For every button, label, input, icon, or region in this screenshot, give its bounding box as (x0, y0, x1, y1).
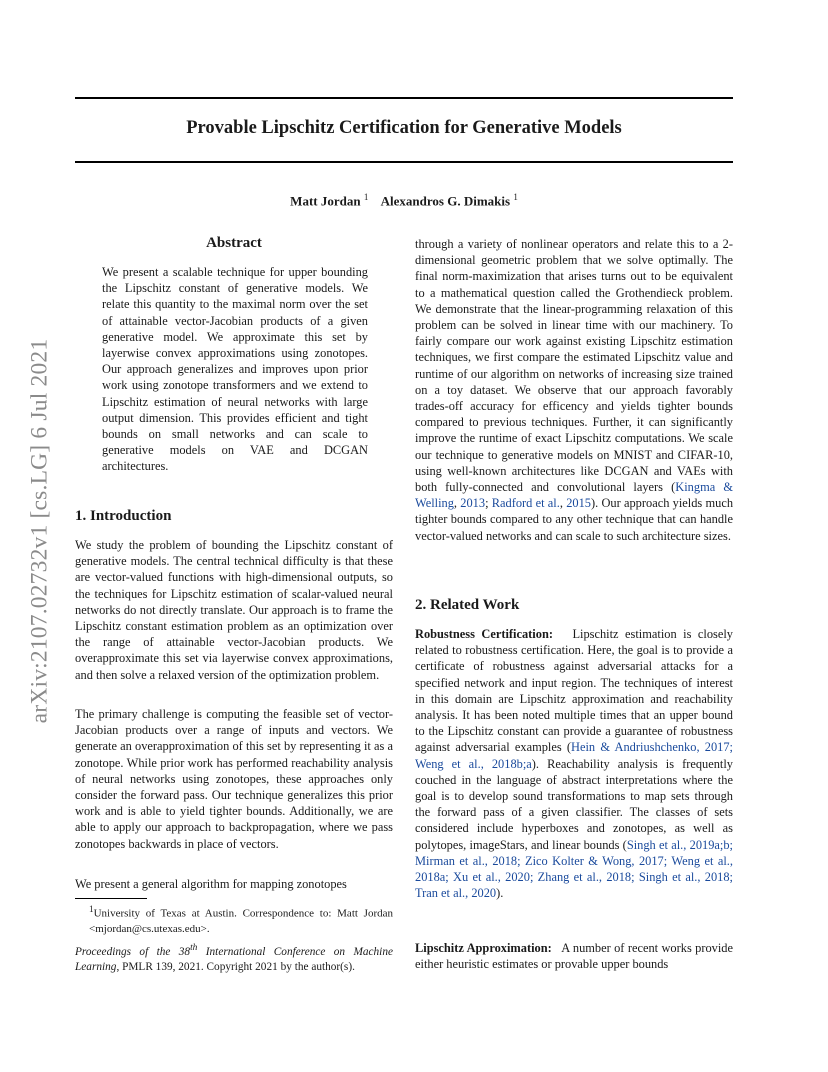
intro-paragraph-1 (75, 537, 393, 683)
proceedings-copyright: , PMLR 139, 2021. Copyright 2021 by the author(s). (116, 961, 355, 974)
author-name: Matt Jordan (290, 193, 361, 209)
lipschitz-approx-paragraph (415, 940, 733, 972)
intro-paragraph-2 (75, 706, 393, 852)
paragraph-heading: Robustness Certification: (415, 627, 553, 641)
proceedings-venue: Proceedings of the 38th International Conference on Machine Learning (75, 943, 393, 974)
footnote-mark: 1 (89, 904, 94, 914)
section-heading-introduction: 1. Introduction (75, 508, 172, 524)
paper-title: Provable Lipschitz Certification for Generative Models (186, 118, 622, 138)
paragraph-text: through a variety of nonlinear operators and relate this to a 2-dimensional geometric problem that we solve optimally. The final norm-maximization that arises turns out to be equivalent to a mathematical question called the Grothendieck problem. We demonstrate that the linear-programming relaxation of this problem can be solved in linear time with our machinery. To fairly compare our work against existing Lipschitz estimation techniques, we first compare the estimated Lipschitz value and runtime of our algorithm on networks of increasing size trained on a toy dataset. We observe that our approach favorably trades-off accuracy for efficency and yields tighter bounds compared to previous techniques. Further, it can significantly improve the runtime of exact Lipschitz computations. We scale our technique to generative models on MNIST and CIFAR-10, using well-known architectures like DCGAN and VAEs with both fully-connected and convolutional layers ( (415, 237, 733, 495)
paragraph-text: ). Our approach yields much tighter bounds compared to any other technique that can handle vector-valued networks and can scale to such architecture sizes. (415, 496, 734, 543)
citation-link[interactable]: 2015 (566, 496, 591, 511)
abstract-text: We present a scalable technique for upper bounding the Lipschitz constant of generative models. We relate this quantity to the maximal norm over the set of attainable vector-Jacobian products of a given generative model. We approximate this set by layerwise convex approximations using zonotopes. Our approach generalizes and improves upon prior work using zonotope transformers and we extend to Lipschitz estimation of neural networks with large output dimension. This provides efficient and tight bounds on small networks and can scale to generative models on VAE and DCGAN architectures. (102, 265, 368, 474)
intro-paragraph-3 (75, 876, 393, 892)
citation-link[interactable]: Singh et al., 2019a;b; Mirman et al., 2018; Zico Kolter & Wong, 2017; Weng et al., 2018a; Xu et al., 2020; Zhang et al., 2018; Singh et al., 2018; Tran et al., 2020 (415, 837, 733, 901)
paragraph-text: Lipschitz estimation is closely related to robustness certification. Here, the goal is to provide a certificate of robustness against adversarial attacks for a specified network and input region. The techniques of interest in this domain are Lipschitz approximation and reachability analysis. It has been noted multiple times that an upper bound to the Lipschitz constant can provide a guarantee of robustness against adversarial examples ( (415, 627, 733, 755)
title-top-rule (75, 97, 733, 99)
author-list (75, 192, 733, 209)
intro-continuation: through a variety of nonlinear operators and relate this to a 2-dimensional geometric problem that we solve optimally. The final norm-maximization that arises turns out to be equivalent to a mathematical question called the Grothendieck problem. We demonstrate that the linear-programming relaxation of this problem can be solved in linear time with our machinery. To fairly compare our work against existing Lipschitz estimation techniques, we first compare the estimated Lipschitz value and runtime of our algorithm on networks of increasing size trained on a toy dataset. We observe that our approach favorably trades-off accuracy for efficency and yields tighter bounds compared to previous techniques. Further, it can significantly improve the runtime of exact Lipschitz computations. We scale our technique to generative models on MNIST and CIFAR-10, using well-known architectures like DCGAN and VAEs with both fully-connected and convolutional layers (Kingma & Welling, 2013; Radford et al., 2015). Our approach yields much tighter bounds compared to any other technique that can handle vector-valued networks and can scale to such architecture sizes. (415, 237, 734, 543)
affiliation-mark: 1 (363, 192, 369, 202)
paragraph-text: The primary challenge is computing the feasible set of vector-Jacobian products over a range of inputs and vectors. We generate an overapproximation of this set by representing it as a zonotope. While prior work has performed reachability analysis of neural networks using zonotopes, these approaches only consider the forward pass. Our technique generalizes this prior work and is able to yield tighter bounds. Additionally, we are able to apply our approach to backpropagation, where we pass zonotopes backwards in place of vectors. (75, 707, 393, 851)
title-bottom-rule (75, 161, 733, 163)
proceedings-note (75, 941, 393, 976)
paragraph-heading: Lipschitz Approximation: (415, 941, 552, 955)
paragraph-text: We present a general algorithm for mapping zonotopes (75, 877, 347, 891)
citation-link[interactable]: 2013 (460, 496, 486, 511)
citation-link[interactable]: Radford et al. (491, 496, 560, 511)
citation-link[interactable]: Kingma & Welling (415, 480, 733, 511)
arxiv-stamp (20, 305, 60, 757)
affiliation-mark: 1 (513, 192, 518, 202)
citation-link[interactable]: Hein & Andriushchenko, 2017; Weng et al., 2018b;a (415, 740, 733, 771)
paragraph-text: ). Reachability analysis is frequently couched in the language of abstract interpretations where the goal is to develop sound transformations to map sets through the forward pass of a given classifier. The classes of sets considered include hyperboxes and zonotopes, as well as polytopes, imageStars, and linear bounds ( (415, 756, 733, 852)
section-heading-related-work: 2. Related Work (415, 597, 520, 613)
paragraph-text: A number of recent works provide either heuristic estimates or provable upper bounds (415, 941, 733, 972)
author-name: Alexandros G. Dimakis (380, 193, 511, 209)
abstract-heading: Abstract (206, 235, 262, 251)
robustness-paragraph (415, 626, 733, 901)
affiliation-footnote (75, 902, 393, 937)
footnote-rule (75, 898, 147, 899)
paragraph-text: ). (496, 886, 504, 901)
paragraph-text: We study the problem of bounding the Lipschitz constant of generative models. The central technical difficulty is that these are vector-valued functions with high-dimensional outputs, so the techniques for Lipschitz estimation of scalar-valued neural networks do not directly translate. Our approach is to frame the Lipschitz constant estimation problem as an optimization over the range of attainable vector-Jacobian products. We overapproximate this set via layerwise convex approximations, and then solve a relaxed version of the optimization problem. (75, 538, 393, 682)
footnote-text: University of Texas at Austin. Correspondence to: Matt Jordan <mjordan@cs.utexas.edu>. (89, 907, 393, 935)
arxiv-identifier: arXiv:2107.02732v1 [cs.LG] 6 Jul 2021 (26, 338, 53, 724)
